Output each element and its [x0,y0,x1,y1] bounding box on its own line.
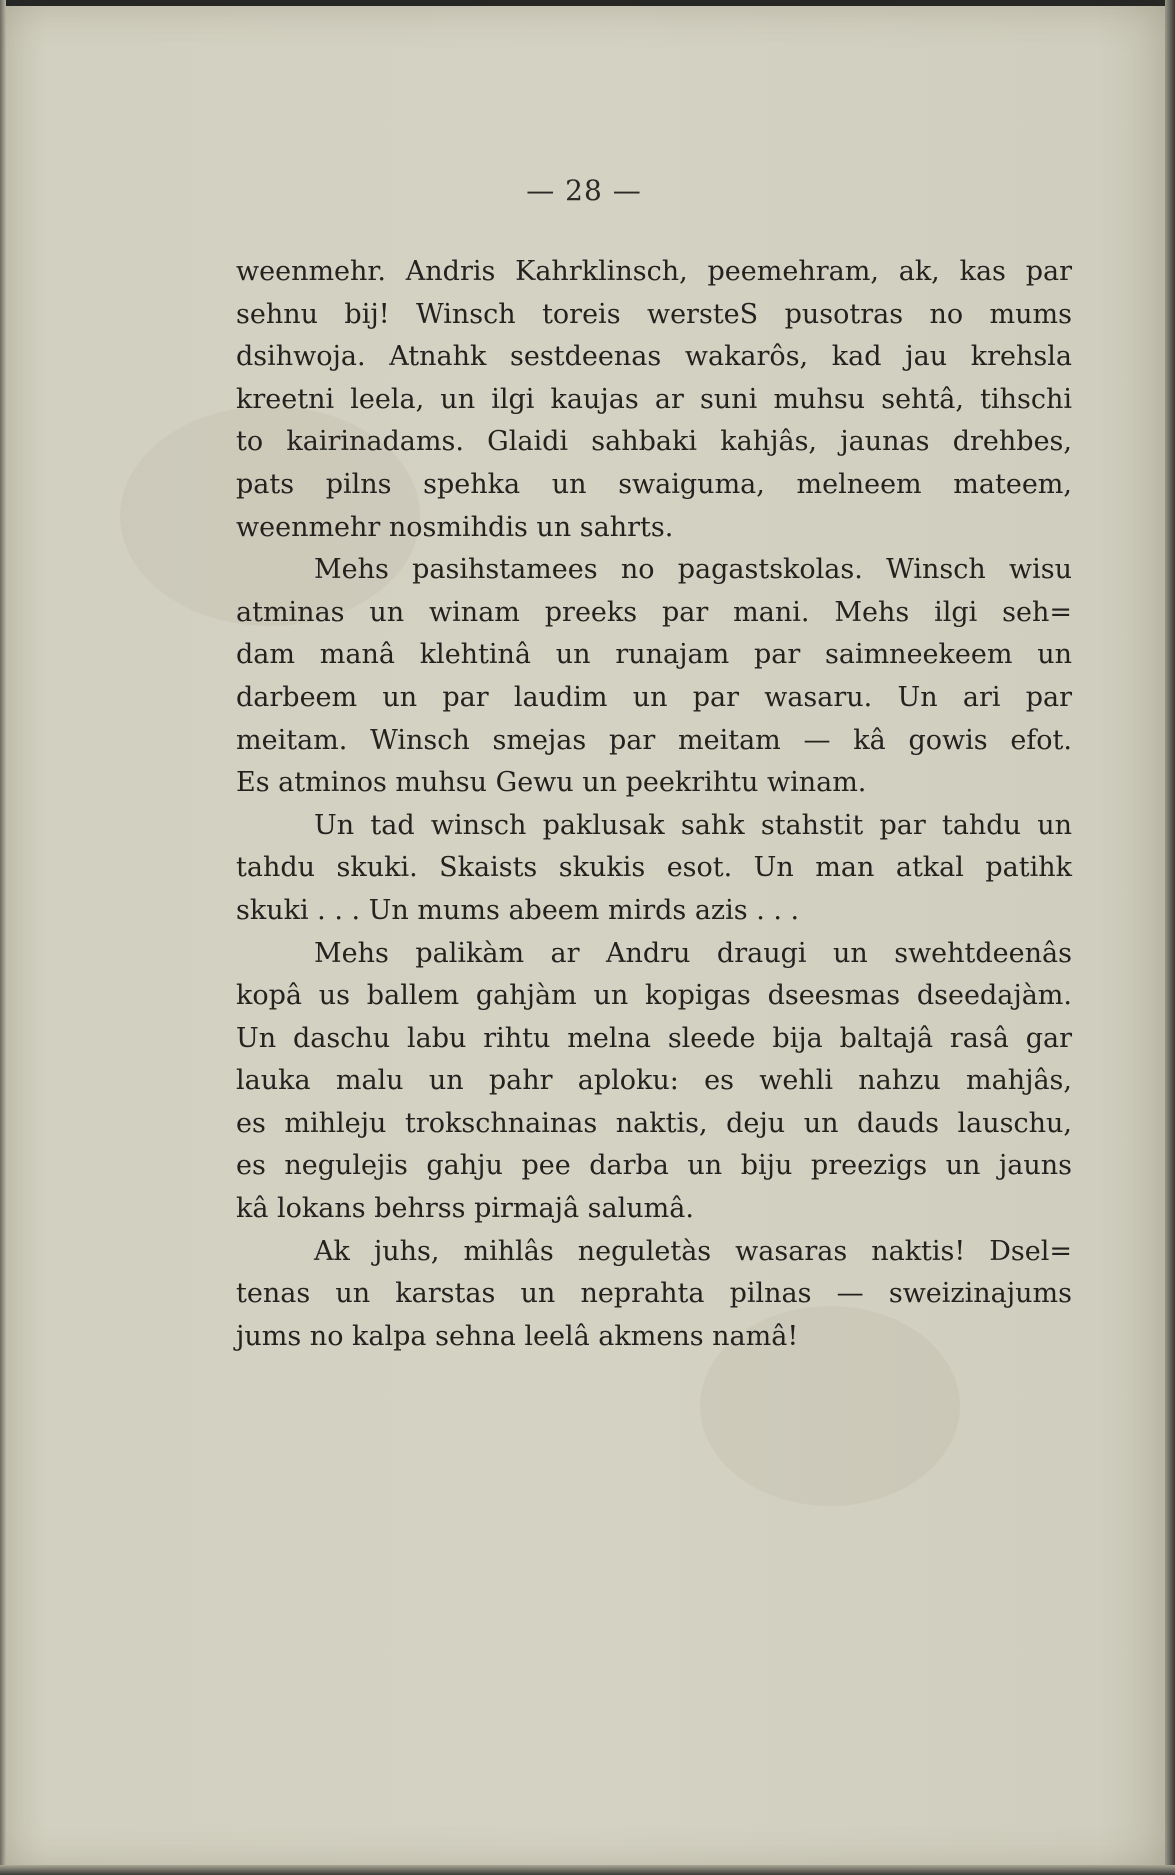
text-line: meitam. Winsch smejas par meitam — kâ gowis efot. [236,724,1072,756]
left-page-edge [0,0,6,1875]
page-number: — 28 — [526,174,642,207]
text-line: dam manâ klehtinâ un runajam par saimneekeem un [236,639,1072,671]
paragraph [236,549,1072,805]
text-line: Mehs pasihstamees no pagastskolas. Winsch wisu [314,554,1072,586]
text-line: atminas un winam preeks par mani. Mehs ilgi seh= [236,596,1072,628]
text-line: to kairinadams. Glaidi sahbaki kahjâs, jaunas drehbes, [236,426,1072,458]
body-text [236,251,1072,1358]
book-page [0,6,1168,1868]
text-line: Es atminos muhsu Gewu un peekrihtu winam. [236,767,867,799]
text-line: dsihwoja. Atnahk sestdeenas wakarôs, kad jau krehsla [236,341,1072,373]
bottom-page-edge [0,1865,1175,1875]
text-line: jums no kalpa sehna leelâ akmens namâ! [236,1320,799,1352]
text-line: kreetni leela, un ilgi kaujas ar suni muhsu sehtâ, tihschi [236,383,1072,415]
text-line: tenas un karstas un neprahta pilnas — sweizinajums [236,1278,1072,1310]
text-line: skuki . . . Un mums abeem mirds azis . . . [236,894,800,926]
text-line: Un daschu labu rihtu melna sleede bija baltajâ rasâ gar [236,1022,1072,1054]
text-line: weenmehr nosmihdis un sahrts. [236,511,674,543]
text-line: Ak juhs, mihlâs neguletàs wasaras naktis! Dsel= [314,1235,1072,1267]
text-line: darbeem un par laudim un par wasaru. Un ari par [236,681,1072,713]
text-line: lauka malu un pahr aploku: es wehli nahzu mahjâs, [236,1065,1072,1097]
text-line: pats pilns spehka un swaiguma, melneem mateem, [236,468,1072,500]
text-line: Un tad winsch paklusak sahk stahstit par tahdu un [314,809,1072,841]
text-line: es mihleju trokschnainas naktis, deju un dauds lauschu, [236,1107,1072,1139]
paragraph [236,933,1072,1231]
right-page-edge [1165,0,1175,1875]
text-line: es negulejis gahju pee darba un biju preezigs un jauns [236,1150,1072,1182]
paragraph [236,1231,1072,1359]
text-line: Mehs palikàm ar Andru draugi un swehtdeenâs [314,937,1072,969]
text-line: kâ lokans behrss pirmajâ salumâ. [236,1193,694,1225]
text-line: weenmehr. Andris Kahrklinsch, peemehram, ak, kas par [236,256,1072,287]
paragraph [236,251,1072,549]
text-line: tahdu skuki. Skaists skukis esot. Un man atkal patihk [236,852,1072,884]
text-line: sehnu bij! Winsch toreis wersteS pusotras no mums [236,298,1072,330]
paragraph [236,805,1072,933]
text-line: kopâ us ballem gahjàm un kopigas dseesmas dseedajàm. [236,980,1072,1012]
